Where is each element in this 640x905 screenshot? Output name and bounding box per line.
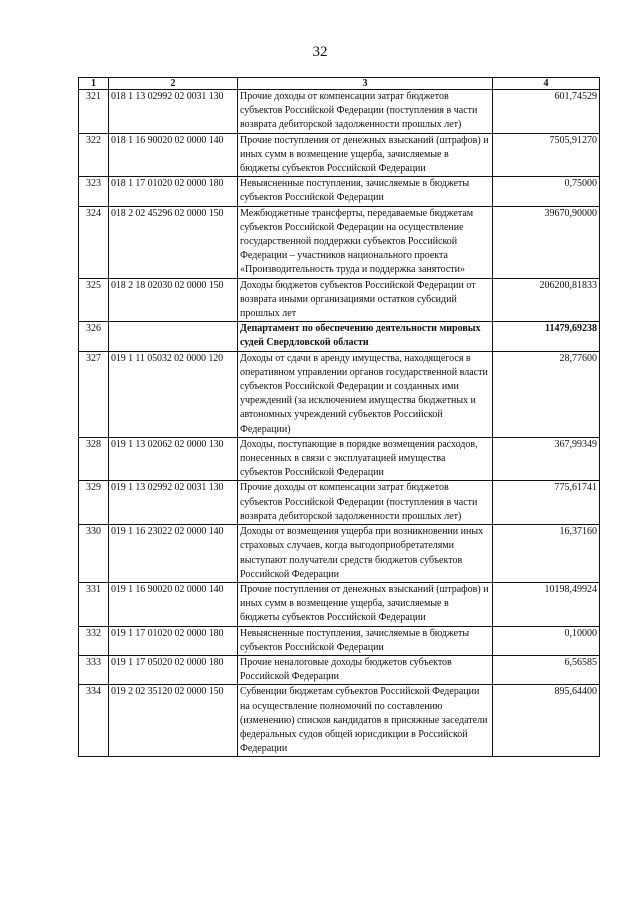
amount-value: 775,61741 [493,481,600,525]
row-number: 325 [79,278,109,322]
amount-value: 10198,49924 [493,582,600,626]
revenue-name: Прочие поступления от денежных взысканий (штрафов) и иных сумм в возмещение ущерба, зачисляемые в бюджеты субъектов Российской Федерации [238,582,493,626]
table-row [79,582,600,626]
revenue-name: Прочие доходы от компенсации затрат бюджетов субъектов Российской Федерации (поступления в части возврата дебиторской задолженности прошлых лет) [238,481,493,525]
table-row [79,177,600,206]
budget-code: 018 2 02 45296 02 0000 150 [109,206,238,278]
row-number: 331 [79,582,109,626]
row-number: 323 [79,177,109,206]
budget-code: 019 1 16 23022 02 0000 140 [109,525,238,583]
table-row [79,525,600,583]
table-row [79,437,600,481]
budget-code: 019 2 02 35120 02 0000 150 [109,685,238,757]
table-row [79,133,600,177]
amount-value: 895,64400 [493,685,600,757]
row-number: 328 [79,437,109,481]
revenue-name: Прочие поступления от денежных взысканий (штрафов) и иных сумм в возмещение ущерба, зачисляемые в бюджеты субъектов Российской Федерации [238,133,493,177]
revenue-name: Невыясненные поступления, зачисляемые в бюджеты субъектов Российской Федерации [238,626,493,655]
budget-code: 019 1 13 02992 02 0031 130 [109,481,238,525]
budget-code: 019 1 16 90020 02 0000 140 [109,582,238,626]
column-header: 4 [493,78,600,90]
table-row [79,685,600,757]
amount-value: 206200,81833 [493,278,600,322]
row-number: 324 [79,206,109,278]
revenue-name: Департамент по обеспечению деятельности мировых судей Свердловской области [238,322,493,351]
budget-code: 019 1 17 01020 02 0000 180 [109,626,238,655]
table-row [79,90,600,134]
table-row [79,626,600,655]
table-row [79,322,600,351]
revenue-name: Доходы, поступающие в порядке возмещения расходов, понесенных в связи с эксплуатацией имущества субъектов Российской Федерации [238,437,493,481]
table-row [79,206,600,278]
amount-value: 11479,69238 [493,322,600,351]
budget-code [109,322,238,351]
revenue-name: Доходы от сдачи в аренду имущества, находящегося в оперативном управлении органов государственной власти субъектов Российской Федерации и созданных ими учреждений (за исключением имущества бюджетных и автономных учреждений субъектов Российской Федерации) [238,351,493,437]
column-header: 2 [109,78,238,90]
table-row [79,278,600,322]
column-header: 3 [238,78,493,90]
budget-code: 019 1 13 02062 02 0000 130 [109,437,238,481]
budget-code: 018 2 18 02030 02 0000 150 [109,278,238,322]
revenue-name: Межбюджетные трансферты, передаваемые бюджетам субъектов Российской Федерации на осуществление государственной поддержки субъектов Российской Федерации – участников национального проекта «Производительность труда и поддержка занятости» [238,206,493,278]
amount-value: 0,75000 [493,177,600,206]
amount-value: 7505,91270 [493,133,600,177]
row-number: 321 [79,90,109,134]
budget-code: 019 1 17 05020 02 0000 180 [109,655,238,684]
column-header: 1 [79,78,109,90]
amount-value: 601,74529 [493,90,600,134]
revenue-name: Доходы бюджетов субъектов Российской Федерации от возврата иными организациями остатков субсидий прошлых лет [238,278,493,322]
budget-code: 019 1 11 05032 02 0000 120 [109,351,238,437]
revenue-table [78,77,600,757]
table-row [79,351,600,437]
row-number: 332 [79,626,109,655]
amount-value: 16,37160 [493,525,600,583]
row-number: 334 [79,685,109,757]
table-row [79,655,600,684]
table-header-row [79,78,600,90]
amount-value: 0,10000 [493,626,600,655]
budget-code: 018 1 17 01020 02 0000 180 [109,177,238,206]
row-number: 329 [79,481,109,525]
revenue-name: Прочие доходы от компенсации затрат бюджетов субъектов Российской Федерации (поступления в части возврата дебиторской задолженности прошлых лет) [238,90,493,134]
amount-value: 39670,90000 [493,206,600,278]
row-number: 330 [79,525,109,583]
table-row [79,481,600,525]
row-number: 327 [79,351,109,437]
revenue-name: Невыясненные поступления, зачисляемые в бюджеты субъектов Российской Федерации [238,177,493,206]
amount-value: 28,77600 [493,351,600,437]
amount-value: 6,56585 [493,655,600,684]
budget-code: 018 1 13 02992 02 0031 130 [109,90,238,134]
row-number: 326 [79,322,109,351]
row-number: 333 [79,655,109,684]
amount-value: 367,99349 [493,437,600,481]
revenue-name: Доходы от возмещения ущерба при возникновении иных страховых случаев, когда выгодоприобретателями выступают получатели средств бюджетов субъектов Российской Федерации [238,525,493,583]
revenue-name: Субвенции бюджетам субъектов Российской Федерации на осуществление полномочий по составлению (изменению) списков кандидатов в присяжные заседатели федеральных судов общей юрисдикции в Российской Федерации [238,685,493,757]
row-number: 322 [79,133,109,177]
page-number: 32 [312,44,328,60]
revenue-name: Прочие неналоговые доходы бюджетов субъектов Российской Федерации [238,655,493,684]
budget-code: 018 1 16 90020 02 0000 140 [109,133,238,177]
